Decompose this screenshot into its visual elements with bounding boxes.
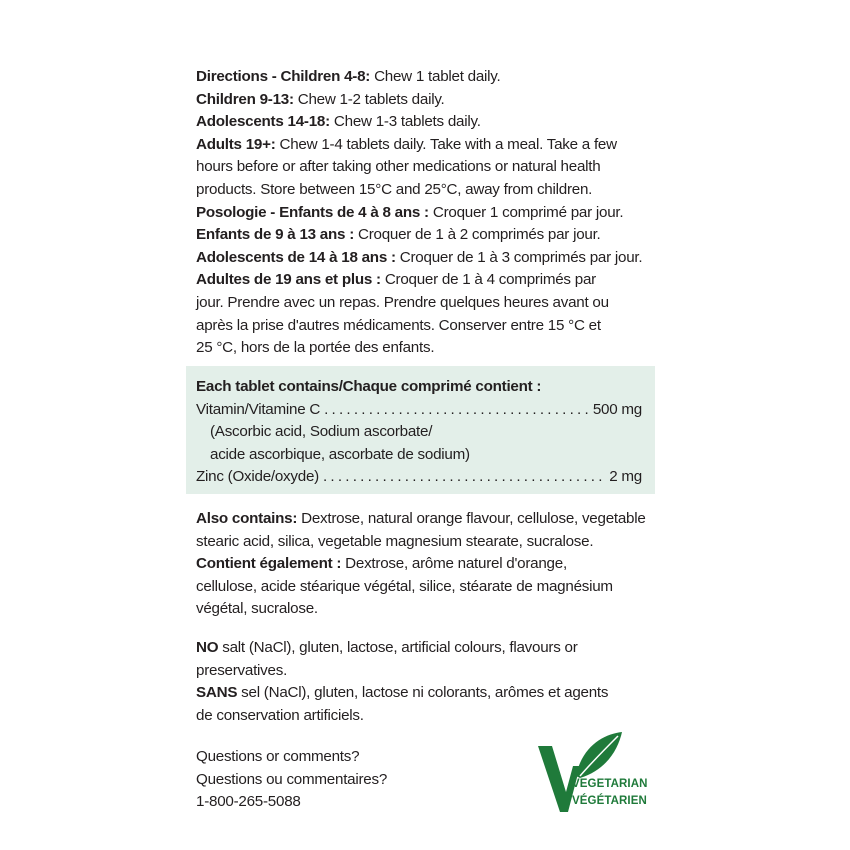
- phone-number: 1-800-265-5088: [196, 793, 301, 811]
- directions-line: products. Store between 15°C and 25°C, away from children.: [196, 180, 593, 198]
- ingredients-heading: Each tablet contains/Chaque comprimé contient :: [196, 378, 542, 395]
- contient-line: Contient également : Dextrose, arôme naturel d'orange,: [196, 555, 567, 573]
- also-contains-section: [196, 508, 666, 621]
- directions-line: Adults 19+: Chew 1-4 tablets daily. Take with a meal. Take a few: [196, 135, 617, 153]
- vegetarian-label: VEGETARIAN: [572, 778, 648, 790]
- questions-fr: Questions ou commentaires?: [196, 770, 388, 788]
- contient-line: végétal, sucralose.: [196, 600, 318, 618]
- posologie-line: Adolescents de 14 à 18 ans : Croquer de 1 à 3 comprimés par jour.: [196, 248, 643, 266]
- directions-section: [196, 66, 666, 360]
- posologie-line: jour. Prendre avec un repas. Prendre quelques heures avant ou: [196, 293, 609, 311]
- directions-line: Directions - Children 4-8: Chew 1 tablet daily.: [196, 68, 501, 85]
- posologie-line: après la prise d'autres médicaments. Conserver entre 15 °C et: [196, 316, 601, 334]
- posologie-line: 25 °C, hors de la portée des enfants.: [196, 339, 435, 357]
- ingredients-panel: [186, 366, 655, 494]
- ingredient-amount: 500 mg: [592, 400, 642, 418]
- directions-line: hours before or after taking other medications or natural health: [196, 158, 601, 176]
- ingredient-name: Vitamin/Vitamine C: [196, 400, 321, 418]
- ingredient-amount: 2 mg: [609, 468, 642, 486]
- ingredient-subtext: (Ascorbic acid, Sodium ascorbate/: [210, 423, 433, 441]
- sans-line: de conservation artificiels.: [196, 706, 364, 724]
- directions-line: Adolescents 14-18: Chew 1-3 tablets daily.: [196, 113, 481, 131]
- sans-line: SANS sel (NaCl), gluten, lactose ni colorants, arômes et agents: [196, 684, 609, 702]
- ingredient-name: Zinc (Oxide/oxyde): [196, 468, 319, 486]
- free-from-line: preservatives.: [196, 661, 288, 679]
- leader-dots: [324, 399, 589, 422]
- ingredient-subtext: acide ascorbique, ascorbate de sodium): [210, 445, 470, 463]
- vegetarien-label: VÉGÉTARIEN: [572, 795, 647, 807]
- directions-line: Children 9-13: Chew 1-2 tablets daily.: [196, 90, 445, 108]
- ingredient-row: [196, 399, 642, 422]
- ingredient-row: [196, 466, 642, 489]
- posologie-line: Enfants de 9 à 13 ans : Croquer de 1 à 2 comprimés par jour.: [196, 226, 601, 244]
- posologie-line: Adultes de 19 ans et plus : Croquer de 1 à 4 comprimés par: [196, 271, 596, 289]
- leader-dots: [323, 466, 605, 489]
- also-contains-line: Also contains: Dextrose, natural orange flavour, cellulose, vegetable: [196, 510, 646, 527]
- also-contains-line: stearic acid, silica, vegetable magnesium stearate, sucralose.: [196, 532, 594, 550]
- free-from-line: NO salt (NaCl), gluten, lactose, artificial colours, flavours or: [196, 639, 578, 656]
- posologie-line: Posologie - Enfants de 4 à 8 ans : Croquer 1 comprimé par jour.: [196, 203, 624, 221]
- questions-en: Questions or comments?: [196, 748, 360, 765]
- contient-line: cellulose, acide stéarique végétal, silice, stéarate de magnésium: [196, 577, 613, 595]
- free-from-section: [196, 637, 666, 727]
